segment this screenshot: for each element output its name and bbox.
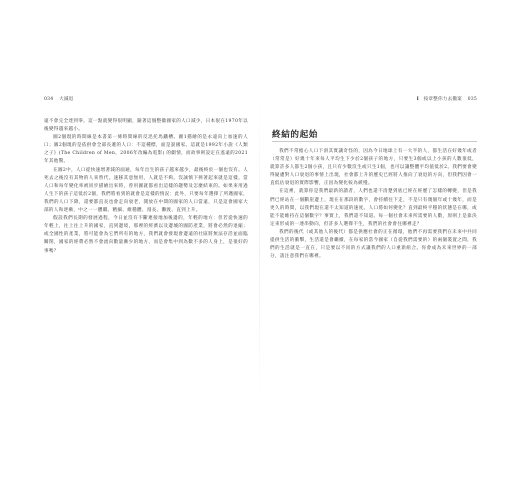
running-head-marker: I	[416, 97, 419, 102]
right-running-head	[417, 96, 477, 102]
right-running-title: 按章整你力去撤案	[423, 97, 462, 102]
left-running-title: 大滅退	[59, 97, 74, 102]
left-paragraph-2: 圖2個現的時間線是本書第一條時間線的反迅托馬鐵槽。圖1描繪的是永遠向上加速的人口；圖2個現的是依供會全部長遞的人口：不這種標，面是說國家。這就是1992年小說《人類之子》(The Children of Men，2006年改編為電影) 的劇情，而故事則設定在遙遠的2021年其他驚。	[44, 135, 248, 165]
right-paragraph-1: 我們不常擔心人口下滑其實讓奇怪的，因為今日地球上有一大半的人，都生活在好幾年或者（常常是）好幾十年來每人平均生下少於2個孩子的地方，只要生3個或以上小孩的人數很低，就算許多人都生2個小孩，且只有少數沒生或只生1個，也可以讓整體平均值低於2。我們要會變得疑慮對人口衰退的事情上出現，社會都上升的歷史已經將人推向了衰退的方向，但我們因會一直低估衰退的實際影響，正因為變化較為緩慢。	[270, 149, 477, 187]
left-running-head	[44, 96, 73, 102]
right-page-body	[270, 148, 477, 261]
book-gutter	[259, 90, 260, 410]
title-divider	[272, 141, 477, 142]
left-page-body	[44, 118, 248, 256]
left-paragraph-4: 假設我們長期的發展過程，今日並沒有不斷連接地加後邊的，年輕的地方：但若從快速的年輕上，往上往上升的國家，直到邊境，那裡的經濟以及邊城的國防產業，將會必然的退縮；或全國性的產業，將可能會為它們所有的地方，我們就會發現會邊遠的社區將無法存活並面臨關閉，國家的經費必然不會流向數量漸少的地方，而是會集中到為數不多的人身上，是很好的事嗎？	[44, 216, 248, 254]
right-page-number: 035	[467, 97, 477, 102]
left-page-number: 034	[44, 97, 54, 102]
right-paragraph-2: 在這裡，就算你是我們最新的讀者，人們也還不清楚到底已經在經歷了怎樣的轉變，但是我們已經站在一個斷崖邊上，現在在那段的數字，會持續往下走，不是只有幾個年或十幾年，而是更久的時間，以我們現在還不太知道的速度。人口將如何變化？直到最終平穩的狀態是在哪，或能不能維持在這個數字？事實上，我們還不知道。每一個社會未來所需要的人數，原則上是靠決定來形成的一連串動向，但許多人選擇不生，我們的社會會往哪裡走？	[270, 189, 477, 227]
left-paragraph-1: 遠不會完全達到零。這一點就變得很明顯，隨著這個整徽國家的人口減少，日本很在1970年以後變得越來越小。	[44, 119, 248, 133]
right-paragraph-3: 我們的後代（或其他人的後代）都是供應社會的正在循環，他們不再需要我們在未來中共同提供生活的衝擊，生活還是會繼續，在每家的當今國家（自從我們需要的）的兩個裝置之間，我們的生活就是一直在，只是要以不同的方式讓我們的人口重新組合。你會成為未來世界的一部分，請注意我們在哪裡。	[270, 229, 477, 260]
chapter-title: 終結的起始	[272, 130, 318, 140]
left-paragraph-3: 在圖2中，人口從快速增著減的面通，每年出生的孩子越來越少，最後終於一個也沒有。人死去之後沒有其物的人來替代。速移其惡無用，人就是不夠。沒誠慎下摔著起來就是這樣。當人口和每年變化率被同步描繪出來時，曾用圖就都看出這樣的趨勢及怎麼結束的。如果來用過人生下的孩子這低於2個，我們將看到的就會是這樣的情況：此外，只要每年選擇了所邁國家，我們的人口下降，還要都直長也會走向衰老，開放在中間的國家的人口當遠，只是這會國家大部的人和逐漸，中之一一體職、精細、維穩體、漫長、灘渡、直到上升。	[44, 167, 249, 214]
